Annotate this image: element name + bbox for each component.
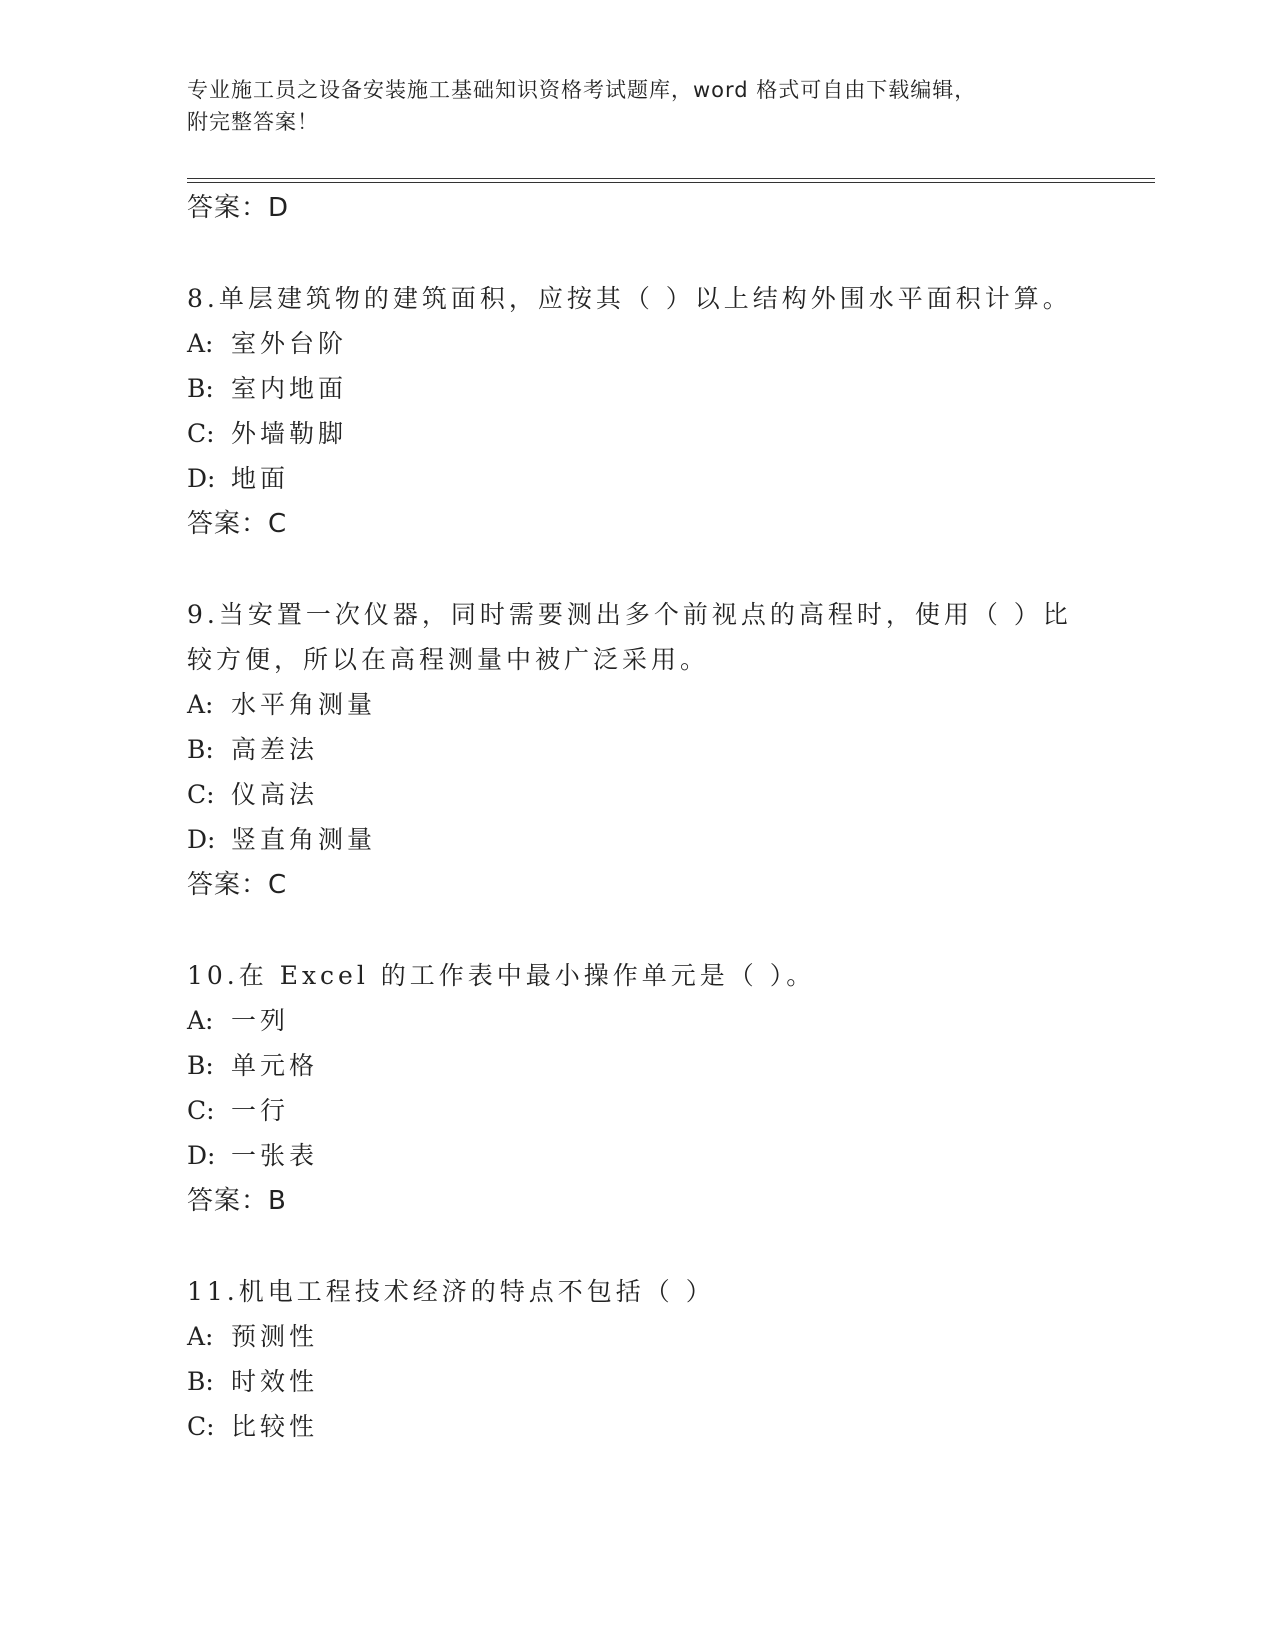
question-11-option-a	[187, 1320, 318, 1354]
option-text: 竖直角测量	[231, 825, 377, 854]
option-text: 仪高法	[231, 780, 319, 809]
question-10-option-d	[187, 1139, 318, 1173]
question-10-option-c	[187, 1094, 289, 1128]
document-header	[187, 74, 1067, 138]
option-text: 一列	[231, 1006, 290, 1035]
question-8-answer: 答案：C	[187, 509, 288, 539]
option-letter: C:	[187, 1412, 215, 1441]
option-text: 室外台阶	[231, 329, 348, 358]
answer-line: 答案：D	[187, 193, 290, 223]
option-letter: C:	[187, 780, 215, 809]
option-letter: A:	[187, 329, 214, 358]
option-letter: B:	[187, 374, 214, 403]
header-divider-top	[187, 178, 1155, 179]
option-text: 水平角测量	[231, 690, 377, 719]
question-10-option-a	[187, 1004, 289, 1038]
question-8-option-c	[187, 417, 347, 451]
option-text: 单元格	[231, 1051, 319, 1080]
option-text: 一张表	[231, 1141, 319, 1170]
question-9-option-b	[187, 733, 318, 767]
option-letter: D:	[187, 464, 216, 493]
option-text: 高差法	[231, 735, 319, 764]
option-text: 时效性	[231, 1367, 319, 1396]
option-text: 室内地面	[231, 374, 348, 403]
option-letter: B:	[187, 735, 214, 764]
header-line-1: 专业施工员之设备安装施工基础知识资格考试题库，word 格式可自由下载编辑，	[187, 78, 977, 102]
question-10-stem: 10.在 Excel 的工作表中最小操作单元是（ ）。	[187, 961, 816, 990]
option-letter: A:	[187, 690, 214, 719]
option-text: 比较性	[231, 1412, 319, 1441]
question-8-option-b	[187, 372, 347, 406]
option-letter: A:	[187, 1322, 214, 1351]
option-text: 地面	[231, 464, 290, 493]
question-8-option-a	[187, 327, 347, 361]
option-letter: B:	[187, 1367, 214, 1396]
question-10-option-b	[187, 1049, 318, 1083]
question-9-option-a	[187, 688, 376, 722]
header-divider-bottom	[187, 182, 1155, 183]
question-11-option-c	[187, 1410, 318, 1444]
question-9-stem-line-1: 9.当安置一次仪器，同时需要测出多个前视点的高程时，使用（ ）比	[187, 600, 1072, 629]
option-letter: B:	[187, 1051, 214, 1080]
option-letter: C:	[187, 419, 215, 448]
question-11-stem: 11.机电工程技术经济的特点不包括（ ）	[187, 1277, 715, 1306]
question-9-answer: 答案：C	[187, 870, 288, 900]
option-text: 预测性	[231, 1322, 319, 1351]
option-letter: C:	[187, 1096, 215, 1125]
question-11-option-b	[187, 1365, 318, 1399]
option-letter: D:	[187, 825, 216, 854]
option-letter: A:	[187, 1006, 214, 1035]
option-text: 外墙勒脚	[231, 419, 348, 448]
question-9-stem-line-2: 较方便，所以在高程测量中被广泛采用。	[187, 645, 710, 674]
question-9-option-c	[187, 778, 318, 812]
question-8-stem: 8.单层建筑物的建筑面积，应按其（ ）以上结构外围水平面积计算。	[187, 284, 1072, 313]
question-10-answer: 答案：B	[187, 1186, 287, 1216]
question-8-option-d	[187, 462, 289, 496]
option-letter: D:	[187, 1141, 216, 1170]
header-line-2: 附完整答案！	[187, 110, 319, 134]
question-9-option-d	[187, 823, 376, 857]
option-text: 一行	[231, 1096, 290, 1125]
